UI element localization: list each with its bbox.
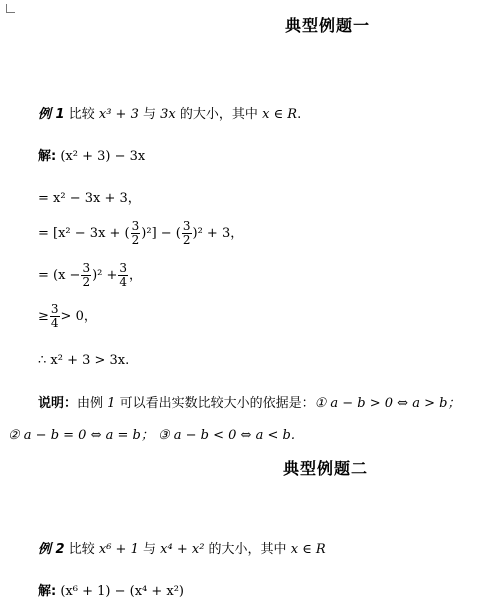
page-corner-mark bbox=[6, 4, 15, 13]
solution-2-line-1: 解: (x⁶ + 1) − (x⁴ + x²) bbox=[38, 584, 185, 599]
example-1-label: 例 1 bbox=[38, 107, 65, 122]
solution-1-line-1: 解: (x² + 3) − 3x bbox=[38, 149, 146, 164]
example-2-statement: 例 2 比较 x⁶ + 1 与 x⁴ + x² 的大小，其中 x ∈ R bbox=[38, 542, 326, 557]
fraction-3-over-4: $\frac{3}{4}$ bbox=[50, 302, 59, 330]
solution-1-line-3: = [x² − 3x + ( $\frac{3}{2}$ )²] − ( $\frac{3}{2}$ )² + 3， bbox=[38, 219, 244, 247]
note-line-2 bbox=[8, 424, 295, 443]
solution-1-line-2: = x² − 3x + 3， bbox=[38, 191, 141, 206]
note-label: 说明： bbox=[38, 396, 78, 411]
solution-1-line-5: ≥ $\frac{3}{4}$ > 0， bbox=[38, 302, 97, 330]
solution-1-line-4: = (x − $\frac{3}{2}$ )² + $\frac{3}{4}$ ， bbox=[38, 261, 143, 289]
fraction-3-over-2: $\frac{3}{2}$ bbox=[182, 219, 191, 247]
fraction-3-over-2: $\frac{3}{2}$ bbox=[131, 219, 140, 247]
example-1-statement: 例 1 比较 x³ + 3 与 3x 的大小，其中 x ∈ R. bbox=[38, 107, 302, 122]
example-2-label: 例 2 bbox=[38, 542, 65, 557]
section-title-2: 典型例题二 bbox=[283, 459, 369, 478]
example-1-condition: x ∈ R bbox=[262, 107, 298, 122]
note-case-1: ① a − b > 0 ⇔ a > b； bbox=[314, 396, 461, 411]
fraction-3-over-4: $\frac{3}{4}$ bbox=[119, 261, 128, 289]
section-title-1: 典型例题一 bbox=[285, 16, 371, 35]
note-case-2: ② a − b = 0 ⇔ a = b； bbox=[8, 428, 154, 443]
example-1-expr: x³ + 3 bbox=[98, 107, 139, 122]
solution-2-label: 解: bbox=[38, 584, 57, 599]
note-case-3: ③ a − b < 0 ⇔ a < b. bbox=[157, 428, 295, 443]
solution-1-conclusion: ∴ x² + 3 > 3x. bbox=[38, 353, 130, 368]
solution-1-label: 解: bbox=[38, 149, 57, 164]
example-2-condition: x ∈ R bbox=[290, 542, 326, 557]
fraction-3-over-2: $\frac{3}{2}$ bbox=[82, 261, 91, 289]
note-line-1: 说明：由例 1 可以看出实数比较大小的依据是：① a − b > 0 ⇔ a > b； bbox=[38, 396, 461, 411]
